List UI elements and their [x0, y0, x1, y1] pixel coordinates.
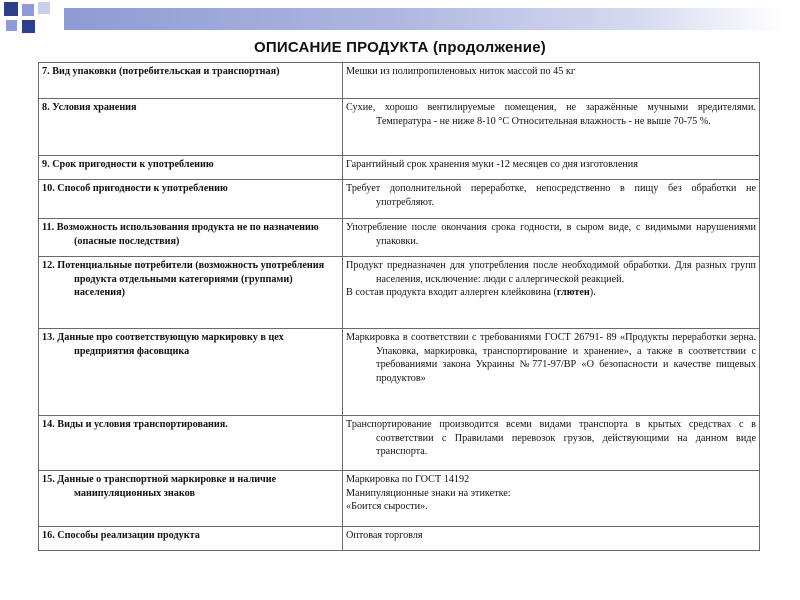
- row-label: 14. Виды и условия транспортирования.: [39, 416, 343, 471]
- row-value: Маркировка в соответствии с требованиями ГОСТ 26791- 89 «Продукты переработки зерна. Упаковка, маркировка, транспортирование и хранение», а также в соответствии с требованиями закона Украины №771-97/ВР «О безопасности и качестве пищевых продуктов»: [343, 329, 760, 416]
- row-label: 11. Возможность использования продукта не по назначению (опасные последствия): [39, 219, 343, 257]
- table-row: [39, 257, 760, 329]
- row-label: 13. Данные про соответствующую маркировку в цех предприятия фасовщика: [39, 329, 343, 416]
- product-description-table: [38, 62, 760, 551]
- row-label: 8. Условия хранения: [39, 99, 343, 156]
- table-row: [39, 329, 760, 416]
- row-value: Требует дополнительной переработке, непосредственно в пищу без обработки не употребляют.: [343, 180, 760, 219]
- row-value: Гарантийный срок хранения муки -12 месяцев со дня изготовления: [343, 156, 760, 180]
- row-label: 15. Данные о транспортной маркировке и наличие манипуляционных знаков: [39, 471, 343, 527]
- row-label: 10. Способ пригодности к употреблению: [39, 180, 343, 219]
- table-row: [39, 63, 760, 99]
- row-label: 16. Способы реализации продукта: [39, 527, 343, 551]
- table-row: [39, 219, 760, 257]
- table-row: [39, 416, 760, 471]
- page-title: ОПИСАНИЕ ПРОДУКТА (продолжение): [254, 39, 546, 56]
- row-value: Сухие, хорошо вентилируемые помещения, не заражённые мучными вредителями. Температура - не ниже 8-10 °С Относительная влажность - не выше 70-75 %.: [343, 99, 760, 156]
- row-value: Мешки из полипропиленовых ниток массой по 45 кг: [343, 63, 760, 99]
- row-value: Употребление после окончания срока годности, в сыром виде, с видимыми нарушениями упаковки.: [343, 219, 760, 257]
- table-row: [39, 156, 760, 180]
- table-row: [39, 99, 760, 156]
- row-value: Транспортирование производится всеми видами транспорта в крытых средствах с в соответствии с Правилами перевозок грузов, действующими на данном виде транспорта.: [343, 416, 760, 471]
- row-label: 7. Вид упаковки (потребительская и транспортная): [39, 63, 343, 99]
- row-value: Маркировка по ГОСТ 14192 Манипуляционные знаки на этикетке: «Боится сырости».: [343, 471, 760, 527]
- row-value: Продукт предназначен для употребления после необходимой обработки. Для разных групп населения, исключение: люди с аллергической реакцией. В состав продукта входит аллерген клейковина (глютен).: [343, 257, 760, 329]
- table-row: [39, 180, 760, 219]
- decorative-squares: [0, 0, 64, 40]
- table-row: [39, 527, 760, 551]
- row-value: Оптовая торговля: [343, 527, 760, 551]
- table-row: [39, 471, 760, 527]
- row-label: 12. Потенциальные потребители (возможность употребления продукта отдельными категориями (группами) населения): [39, 257, 343, 329]
- header-gradient-bar: [64, 8, 784, 30]
- row-label: 9. Срок пригодности к употреблению: [39, 156, 343, 180]
